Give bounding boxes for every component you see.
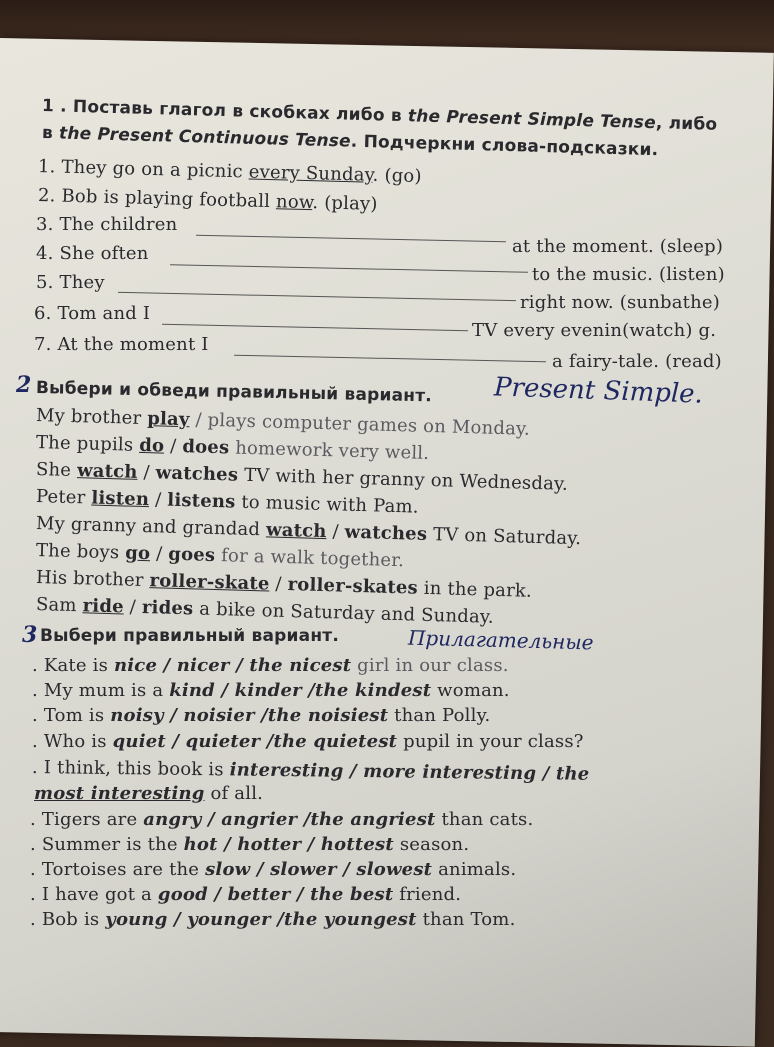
ex2-item-3-sep: / <box>137 462 156 483</box>
ex3-handwritten-number: 3 <box>22 622 37 648</box>
ex2-item-8-sep: / <box>124 596 143 617</box>
ex3-item-5-options[interactable]: interesting / more interesting / the <box>230 759 590 784</box>
ex3-item-2-options[interactable]: kind / kinder /the kindest <box>169 680 431 701</box>
ex2-item-6-pre: The boys <box>36 540 126 563</box>
ex2-item-5-pre: My granny and grandad <box>36 513 267 540</box>
ex3-item-9 <box>30 884 461 905</box>
ex2-item-6 <box>36 540 405 571</box>
ex3-item-1-pre: . Kate is <box>32 655 114 676</box>
ex3-item-7-pre: . Summer is the <box>30 834 184 855</box>
ex2-item-7-pre: His brother <box>36 567 150 591</box>
ex2-item-5-post: TV on Saturday. <box>427 524 582 549</box>
ex3-title: Выбери правильный вариант. <box>40 626 339 646</box>
ex3-item-5 <box>32 757 590 785</box>
ex3-item-7-options[interactable]: hot / hotter / hottest <box>184 834 394 855</box>
ex2-item-8-pre: Sam <box>36 594 83 616</box>
ex2-item-2-sep: / <box>164 436 183 457</box>
ex2-title: Выбери и обведи правильный вариант. <box>36 378 432 406</box>
ex2-item-4-pre: Peter <box>36 486 92 509</box>
ex1-item-4-tail: to the music. (listen) <box>532 264 725 285</box>
ex1-title-b: the Present Simple Tense <box>408 106 657 133</box>
ex1-item-4: 4. She often <box>36 243 149 264</box>
ex3-item-10-pre: . Bob is <box>30 909 105 930</box>
ex2-item-8-post: a bike on Saturday and Sunday. <box>193 598 494 627</box>
ex2-item-3-option-a[interactable]: watch <box>77 460 138 483</box>
ex3-item-9-pre: . I have got a <box>30 884 158 905</box>
ex3-item-4-post: pupil in your class? <box>397 731 584 752</box>
ex1-item-2-post: . (play) <box>312 192 378 215</box>
ex1-item-7: 7. At the moment I <box>34 334 209 355</box>
ex2-item-4-post: to music with Pam. <box>235 492 419 518</box>
ex3-item-7-post: season. <box>394 834 469 855</box>
ex2-item-4-option-b[interactable]: listens <box>167 490 236 513</box>
ex2-item-1-pre: My brother <box>36 405 148 429</box>
ex3-item-7 <box>30 834 469 855</box>
ex1-item-5: 5. They <box>36 272 105 293</box>
ex1-number: 1 <box>42 96 55 116</box>
ex1-item-1-pre: 1. They go on a picnic <box>38 156 249 183</box>
ex3-item-2 <box>32 680 510 701</box>
ex3-item-5-pre: . I think, this book is <box>32 757 230 780</box>
ex3-item-3-post: than Polly. <box>388 705 490 726</box>
ex2-item-3-pre: She <box>36 459 78 481</box>
ex3-item-9-post: friend. <box>393 884 461 905</box>
ex1-item-6: 6. Tom and I <box>34 303 150 324</box>
ex3-item-8-pre: . Tortoises are the <box>30 859 205 880</box>
ex1-item-6-tail: TV every evenin(watch) g. <box>472 320 716 341</box>
ex1-title2-a: в <box>42 123 60 143</box>
ex1-item-2-hint: now <box>276 191 313 213</box>
ex2-item-6-sep: / <box>150 543 169 564</box>
ex2-item-4-option-a[interactable]: listen <box>91 488 149 511</box>
ex3-item-6-options[interactable]: angry / angrier /the angriest <box>143 809 435 830</box>
ex3-item-3-pre: . Tom is <box>32 705 110 726</box>
ex2-item-7-sep: / <box>269 574 288 595</box>
ex2-item-6-post: for a walk together. <box>215 545 404 571</box>
ex1-item-2 <box>38 185 378 215</box>
ex1-item-2-pre: 2. Bob is playing football <box>38 185 277 212</box>
ex3-item-1 <box>32 655 509 676</box>
ex2-item-6-option-a[interactable]: go <box>125 542 151 564</box>
ex2-handwritten-note: Present Simple. <box>494 372 704 409</box>
ex3-item-5-cont-options[interactable]: most interesting <box>34 783 205 804</box>
ex1-item-1-post: . (go) <box>372 165 422 187</box>
ex3-item-3-options[interactable]: noisy / noisier /the noisiest <box>110 705 388 726</box>
ex3-item-4-options[interactable]: quiet / quieter /the quietest <box>113 731 398 752</box>
ex1-item-3-tail: at the moment. (sleep) <box>512 236 723 257</box>
ex2-item-1-option-b[interactable]: plays <box>207 410 256 432</box>
ex2-item-7-post: in the park. <box>418 578 533 602</box>
ex3-item-10-post: than Tom. <box>417 909 516 930</box>
ex3-item-8 <box>30 859 516 880</box>
ex2-item-7-option-a[interactable]: roller-skate <box>149 570 270 594</box>
ex3-item-8-options[interactable]: slow / slower / slowest <box>205 859 432 880</box>
ex1-item-6-blank[interactable] <box>162 324 468 331</box>
ex1-item-3-blank[interactable] <box>196 235 506 242</box>
ex2-item-2-option-a[interactable]: do <box>139 435 165 457</box>
ex3-item-1-options[interactable]: nice / nicer / the nicest <box>114 655 351 676</box>
ex2-item-6-option-b[interactable]: goes <box>168 544 216 566</box>
ex1-item-4-blank[interactable] <box>170 264 528 272</box>
ex3-handwritten-note: Прилагательные <box>408 626 594 655</box>
ex3-item-10-options[interactable]: young / younger /the youngest <box>105 909 416 930</box>
ex1-item-7-blank[interactable] <box>234 355 546 363</box>
ex3-item-10 <box>30 909 516 930</box>
ex3-item-2-post: woman. <box>431 680 509 701</box>
ex2-item-2-option-b[interactable]: does <box>182 436 230 458</box>
ex3-item-5-cont-post: of all. <box>205 783 264 804</box>
ex2-item-4 <box>36 486 419 518</box>
ex3-item-9-options[interactable]: good / better / the best <box>158 884 393 905</box>
ex3-item-4 <box>32 731 584 752</box>
ex3-item-5-cont <box>34 783 263 804</box>
ex3-item-2-pre: . My mum is a <box>32 680 169 701</box>
ex2-item-8-option-a[interactable]: ride <box>82 595 124 617</box>
ex3-item-8-post: animals. <box>432 859 516 880</box>
ex2-item-8 <box>36 594 494 628</box>
ex3-item-6 <box>30 809 533 830</box>
ex1-item-5-blank[interactable] <box>118 292 516 301</box>
ex2-item-2-pre: The pupils <box>36 432 140 456</box>
ex2-item-2-post: homework very well. <box>229 437 429 464</box>
ex1-item-5-tail: right now. (sunbathe) <box>520 292 720 313</box>
ex2-item-8-option-b[interactable]: rides <box>142 597 194 619</box>
ex2-item-5-sep: / <box>326 521 345 542</box>
ex2-item-3-option-b[interactable]: watches <box>155 462 238 485</box>
ex1-item-1 <box>38 156 422 187</box>
ex2-item-4-sep: / <box>149 489 168 510</box>
ex2-item-1-sep: / <box>189 409 208 430</box>
ex3-item-4-pre: . Who is <box>32 731 113 752</box>
ex3-item-6-pre: . Tigers are <box>30 809 143 830</box>
ex1-title-c: , либо <box>656 113 718 135</box>
ex1-title2-c: . Подчеркни слова-подсказки. <box>351 132 659 161</box>
ex1-title-a: . Поставь глагол в скобках либо в <box>60 97 408 127</box>
ex1-title2-b: the Present Continuous Tense <box>59 123 351 151</box>
ex2-item-2 <box>36 432 430 464</box>
ex2-item-1-post: computer games on Monday. <box>256 411 530 440</box>
ex2-item-5-option-b[interactable]: watches <box>344 522 427 545</box>
ex2-item-3-post: TV with her granny on Wednesday. <box>238 465 568 495</box>
ex2-handwritten-number: 2 <box>16 372 31 398</box>
ex1-item-7-tail: a fairy-tale. (read) <box>552 351 722 372</box>
ex1-item-3: 3. The children <box>36 214 177 235</box>
ex2-item-5-option-a[interactable]: watch <box>266 519 327 542</box>
ex2-item-1-option-a[interactable]: play <box>147 408 190 430</box>
ex3-item-3 <box>32 705 490 726</box>
ex1-item-1-hint: every Sunday <box>248 162 372 186</box>
ex3-item-1-post: girl in our class. <box>351 655 508 676</box>
ex3-item-6-post: than cats. <box>436 809 534 830</box>
ex2-item-7-option-b[interactable]: roller-skates <box>287 574 418 599</box>
